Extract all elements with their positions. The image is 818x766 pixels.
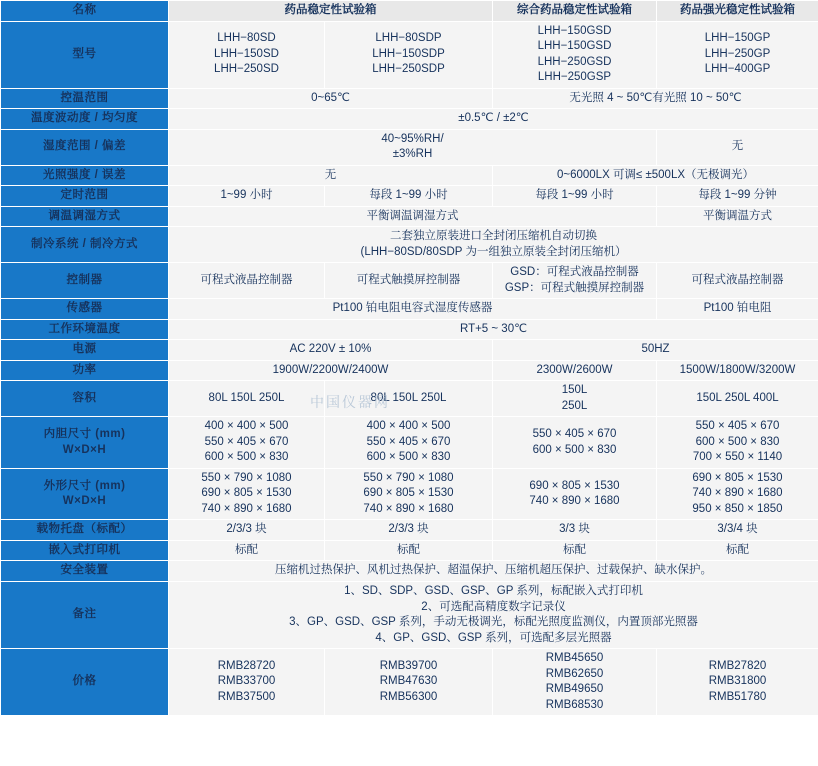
table-row xyxy=(1,581,818,648)
table-header-row xyxy=(1,1,818,22)
text-line: 4、GP、GSD、GSP 系列，可选配多层光照器 xyxy=(375,631,612,644)
text-line: 二套独立原装进口全封闭压缩机自动切换 xyxy=(390,230,597,243)
text-line: RMB33700 xyxy=(217,675,276,688)
row-label-controller: 控制器 xyxy=(1,263,169,299)
text-line: 250L xyxy=(561,399,588,412)
text-line: LHH−250GP xyxy=(704,47,771,60)
watermark: 中国仪器网 xyxy=(310,394,390,410)
text-line: LHH−80SDP xyxy=(375,32,442,45)
table-row xyxy=(1,360,818,381)
row-label-outer-dimensions xyxy=(1,468,169,520)
cell-controller-4: 可程式液晶控制器 xyxy=(657,263,818,299)
text-line: 740 × 890 × 1680 xyxy=(692,487,783,500)
text-line: 690 × 805 × 1530 xyxy=(529,479,620,492)
text-line: 700 × 550 × 1140 xyxy=(692,451,783,464)
text-line: LHH−150SD xyxy=(214,47,279,60)
cell-inner-dim-4 xyxy=(657,417,818,469)
text-line: RMB47630 xyxy=(379,675,438,688)
text-line: 740 × 890 × 1680 xyxy=(529,495,620,508)
text-line: LHH−150SDP xyxy=(372,47,445,60)
cell-price-4 xyxy=(657,649,818,716)
text-line: LHH−250SD xyxy=(214,63,279,76)
cell-temp-fluctuation: ±0.5℃ / ±2℃ xyxy=(169,109,818,130)
table-row xyxy=(1,129,818,165)
text-line: 690 × 805 × 1530 xyxy=(692,471,783,484)
row-label-light-intensity: 光照强度 / 误差 xyxy=(1,165,169,186)
table-row xyxy=(1,649,818,716)
text-line: LHH−400GP xyxy=(704,63,771,76)
cell-humidity-range-2: 无 xyxy=(657,129,818,165)
cell-light-intensity-1: 无 xyxy=(169,165,493,186)
text-line: LHH−150GP xyxy=(704,32,771,45)
text-line: 550 × 790 × 1080 xyxy=(363,471,454,484)
text-line: RMB56300 xyxy=(379,690,438,703)
text-line: RMB51780 xyxy=(708,690,767,703)
cell-power-1: 1900W/2200W/2400W xyxy=(169,360,493,381)
cell-price-1 xyxy=(169,649,325,716)
text-line: 740 × 890 × 1680 xyxy=(201,502,292,515)
text-line: RMB39700 xyxy=(379,659,438,672)
column-header-2: 综合药品稳定性试验箱 xyxy=(493,1,657,22)
cell-inner-dim-2 xyxy=(325,417,493,469)
cell-inner-dim-1 xyxy=(169,417,325,469)
text-line: 550 × 405 × 670 xyxy=(695,420,780,433)
row-label-printer: 嵌入式打印机 xyxy=(1,540,169,561)
cell-volume-1: 80L 150L 250L xyxy=(169,381,325,417)
row-label-sensor: 传感器 xyxy=(1,299,169,320)
text-line: 400 × 400 × 500 xyxy=(366,420,451,433)
cell-trays-4: 3/3/4 块 xyxy=(657,520,818,541)
cell-model-2 xyxy=(325,21,493,88)
cell-control-mode-2: 平衡调温方式 xyxy=(657,206,818,227)
text-line: LHH−80SD xyxy=(217,32,276,45)
cell-printer-4: 标配 xyxy=(657,540,818,561)
cell-sensor-1: Pt100 铂电阻电容式湿度传感器 xyxy=(169,299,657,320)
text-line: 950 × 850 × 1850 xyxy=(692,502,783,515)
cell-notes xyxy=(169,581,818,648)
cell-printer-1: 标配 xyxy=(169,540,325,561)
cell-volume-2: 80L 150L 250L xyxy=(325,381,493,417)
row-label-safety: 安全装置 xyxy=(1,561,169,582)
cell-outer-dim-4 xyxy=(657,468,818,520)
row-label-refrigeration: 制冷系统 / 制冷方式 xyxy=(1,227,169,263)
table-row xyxy=(1,540,818,561)
text-line: 690 × 805 × 1530 xyxy=(201,487,292,500)
table-row xyxy=(1,186,818,207)
cell-controller-1: 可程式液晶控制器 xyxy=(169,263,325,299)
table-row xyxy=(1,109,818,130)
cell-price-3 xyxy=(493,649,657,716)
row-label-inner-dimensions xyxy=(1,417,169,469)
text-line: 600 × 500 × 830 xyxy=(695,435,780,448)
cell-safety: 压缩机过热保护、风机过热保护、超温保护、压缩机超压保护、过载保护、缺水保护。 xyxy=(169,561,818,582)
text-line: GSD：可程式液晶控制器 xyxy=(510,266,639,279)
text-line: 内胆尺寸 (mm) xyxy=(43,428,126,441)
cell-ambient-temp: RT+5 ~ 30℃ xyxy=(169,319,818,340)
text-line: 740 × 890 × 1680 xyxy=(363,502,454,515)
text-line: W×D×H xyxy=(62,443,107,456)
table-row xyxy=(1,165,818,186)
cell-power-2: 2300W/2600W xyxy=(493,360,657,381)
text-line: LHH−250GSP xyxy=(537,71,612,84)
row-label-power: 功率 xyxy=(1,360,169,381)
text-line: 550 × 405 × 670 xyxy=(532,428,617,441)
table-row xyxy=(1,381,818,417)
table-row xyxy=(1,88,818,109)
text-line: 600 × 500 × 830 xyxy=(204,451,289,464)
cell-model-3 xyxy=(493,21,657,88)
row-label-temp-range: 控温范围 xyxy=(1,88,169,109)
row-label-model: 型号 xyxy=(1,21,169,88)
row-label-power-supply: 电源 xyxy=(1,340,169,361)
cell-control-mode-1: 平衡调温调湿方式 xyxy=(169,206,657,227)
cell-controller-3 xyxy=(493,263,657,299)
text-line: RMB28720 xyxy=(217,659,276,672)
cell-trays-3: 3/3 块 xyxy=(493,520,657,541)
text-line: 1、SD、SDP、GSD、GSP、GP 系列，标配嵌入式打印机 xyxy=(344,584,643,597)
table-row xyxy=(1,227,818,263)
row-label-price: 价格 xyxy=(1,649,169,716)
cell-printer-3: 标配 xyxy=(493,540,657,561)
table-row xyxy=(1,263,818,299)
cell-humidity-range-1 xyxy=(169,129,657,165)
cell-model-1 xyxy=(169,21,325,88)
text-line: W×D×H xyxy=(62,495,107,508)
cell-timer-3: 每段 1~99 小时 xyxy=(493,186,657,207)
text-line: LHH−250GSD xyxy=(537,55,612,68)
cell-refrigeration xyxy=(169,227,818,263)
text-line: RMB27820 xyxy=(708,659,767,672)
table-row xyxy=(1,340,818,361)
cell-temp-range-2: 无光照 4 ~ 50℃有光照 10 ~ 50℃ xyxy=(493,88,818,109)
text-line: 40~95%RH/ xyxy=(381,132,444,145)
row-label-control-mode: 调温调湿方式 xyxy=(1,206,169,227)
cell-trays-2: 2/3/3 块 xyxy=(325,520,493,541)
text-line: 外形尺寸 (mm) xyxy=(43,479,126,492)
text-line: (LHH−80SD/80SDP 为一组独立原装全封闭压缩机） xyxy=(360,245,627,258)
text-line: LHH−250SDP xyxy=(372,63,445,76)
cell-model-4 xyxy=(657,21,818,88)
table-row xyxy=(1,561,818,582)
table-row xyxy=(1,520,818,541)
text-line: RMB68530 xyxy=(545,698,604,711)
cell-power-supply-1: AC 220V ± 10% xyxy=(169,340,493,361)
header-name-cell: 名称 xyxy=(1,1,169,22)
text-line: LHH−150GSD xyxy=(537,40,612,53)
cell-sensor-2: Pt100 铂电阻 xyxy=(657,299,818,320)
row-label-humidity-range: 湿度范围 / 偏差 xyxy=(1,129,169,165)
text-line: RMB31800 xyxy=(708,675,767,688)
cell-price-2 xyxy=(325,649,493,716)
text-line: LHH−150GSD xyxy=(537,24,612,37)
cell-timer-4: 每段 1~99 分钟 xyxy=(657,186,818,207)
cell-outer-dim-1 xyxy=(169,468,325,520)
cell-inner-dim-3 xyxy=(493,417,657,469)
cell-volume-4: 150L 250L 400L xyxy=(657,381,818,417)
text-line: RMB37500 xyxy=(217,690,276,703)
cell-printer-2: 标配 xyxy=(325,540,493,561)
cell-power-3: 1500W/1800W/3200W xyxy=(657,360,818,381)
table-row xyxy=(1,21,818,88)
text-line: 600 × 500 × 830 xyxy=(366,451,451,464)
row-label-ambient-temp: 工作环境温度 xyxy=(1,319,169,340)
text-line: GSP：可程式触摸屏控制器 xyxy=(504,281,645,294)
cell-power-supply-2: 50HZ xyxy=(493,340,818,361)
text-line: ±3%RH xyxy=(392,148,433,161)
cell-outer-dim-2 xyxy=(325,468,493,520)
table-row xyxy=(1,417,818,469)
text-line: 550 × 405 × 670 xyxy=(366,435,451,448)
text-line: RMB62650 xyxy=(545,667,604,680)
cell-trays-1: 2/3/3 块 xyxy=(169,520,325,541)
column-header-3: 药品强光稳定性试验箱 xyxy=(657,1,818,22)
row-label-volume: 容积 xyxy=(1,381,169,417)
cell-timer-2: 每段 1~99 小时 xyxy=(325,186,493,207)
cell-controller-2: 可程式触摸屏控制器 xyxy=(325,263,493,299)
cell-temp-range-1: 0~65℃ xyxy=(169,88,493,109)
cell-outer-dim-3 xyxy=(493,468,657,520)
text-line: RMB49650 xyxy=(545,683,604,696)
text-line: 690 × 805 × 1530 xyxy=(363,487,454,500)
table-row xyxy=(1,299,818,320)
column-header-1: 药品稳定性试验箱 xyxy=(169,1,493,22)
text-line: RMB45650 xyxy=(545,652,604,665)
table-row xyxy=(1,319,818,340)
text-line: 150L xyxy=(561,384,588,397)
text-line: 2、可选配高精度数字记录仪 xyxy=(421,600,566,613)
row-label-trays: 载物托盘（标配） xyxy=(1,520,169,541)
text-line: 400 × 400 × 500 xyxy=(204,420,289,433)
table-row xyxy=(1,468,818,520)
text-line: 3、GP、GSD、GSP 系列，手动无极调光，标配光照度监测仪，内置顶部光照器 xyxy=(289,616,698,629)
text-line: 550 × 790 × 1080 xyxy=(201,471,292,484)
text-line: 600 × 500 × 830 xyxy=(532,443,617,456)
row-label-notes: 备注 xyxy=(1,581,169,648)
cell-volume-3 xyxy=(493,381,657,417)
table-row xyxy=(1,206,818,227)
cell-light-intensity-2: 0~6000LX 可调≤ ±500LX（无极调光） xyxy=(493,165,818,186)
text-line: 550 × 405 × 670 xyxy=(204,435,289,448)
row-label-temp-fluctuation: 温度波动度 / 均匀度 xyxy=(1,109,169,130)
cell-timer-1: 1~99 小时 xyxy=(169,186,325,207)
row-label-timer-range: 定时范围 xyxy=(1,186,169,207)
